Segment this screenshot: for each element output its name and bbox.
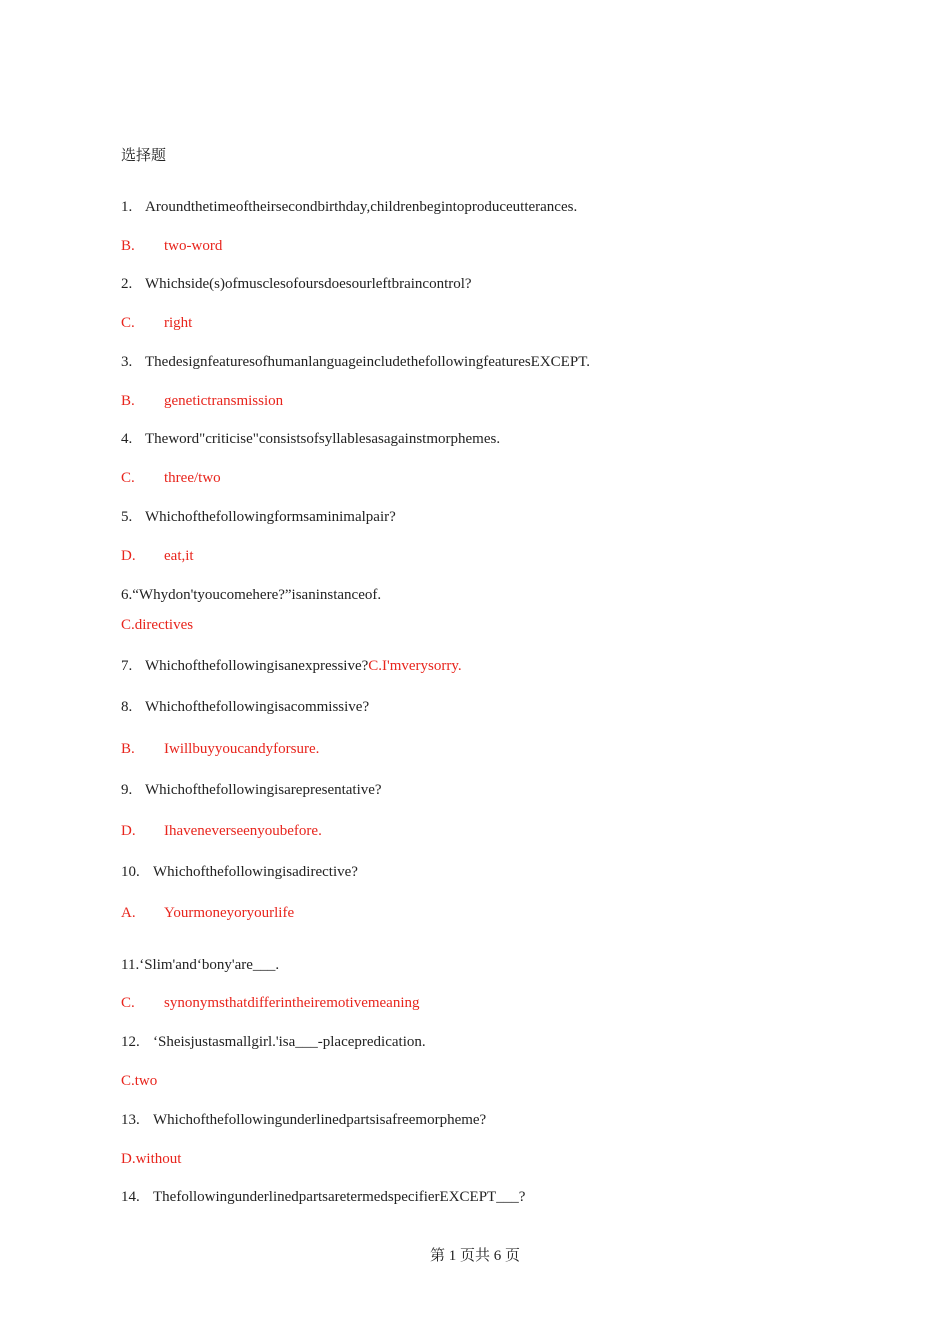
question-number: 12. (121, 1034, 140, 1050)
question-text: ThefollowingunderlinedpartsaretermedspecifierEXCEPT___? (153, 1189, 526, 1205)
question-number: 13. (121, 1112, 140, 1128)
question-3 (121, 353, 590, 371)
answer-12: C.two (121, 1073, 158, 1089)
question-number: 10. (121, 864, 140, 880)
question-8 (121, 698, 369, 716)
question-number: 14. (121, 1189, 140, 1205)
question-text: Whichofthefollowingisadirective? (153, 864, 358, 880)
answer-letter: D. (121, 548, 136, 564)
question-text: Whichside(s)ofmusclesofoursdoesourleftbraincontrol? (145, 276, 472, 292)
answer-2 (121, 314, 192, 332)
answer-10 (121, 904, 294, 922)
page-footer: 第 1 页共 6 页 (429, 1248, 520, 1264)
answer-8 (121, 740, 319, 758)
question-text: Whichofthefollowingisacommissive? (145, 699, 370, 715)
answer-9 (121, 822, 322, 840)
question-text: Theword"criticise"consistsofsyllablesasagainstmorphemes. (145, 431, 501, 447)
answer-letter: C. (121, 470, 135, 486)
question-text: Whichofthefollowingformsaminimalpair? (145, 509, 396, 525)
answer-letter: A. (121, 905, 136, 921)
question-4 (121, 430, 500, 448)
answer-7: C.I'mverysorry. (368, 658, 462, 674)
answer-text: Ihaveneverseenyoubefore. (164, 823, 322, 839)
answer-text: Yourmoneyoryourlife (164, 905, 295, 921)
answer-text: right (164, 315, 193, 331)
answer-letter: C. (121, 315, 135, 331)
question-12 (121, 1033, 426, 1051)
answer-11 (121, 994, 420, 1012)
question-number: 2. (121, 276, 133, 292)
question-text: Whichofthefollowingisarepresentative? (145, 782, 382, 798)
answer-1 (121, 237, 222, 255)
question-13 (121, 1111, 486, 1129)
question-number: 3. (121, 354, 133, 370)
question-5 (121, 508, 396, 526)
question-11: 11.‘Slim'and‘bony'are___. (121, 957, 280, 973)
answer-5 (121, 547, 194, 565)
question-text: Whichofthefollowingisanexpressive? (145, 658, 369, 674)
question-2 (121, 275, 472, 293)
question-10 (121, 863, 358, 881)
answer-text: two-word (164, 238, 223, 254)
section-title: 选择题 (121, 148, 167, 164)
answer-6: C.directives (121, 617, 194, 633)
answer-text: Iwillbuyyoucandyforsure. (164, 741, 320, 757)
answer-4 (121, 469, 221, 487)
question-7 (121, 657, 462, 675)
question-6: 6.“Whydon'tyoucomehere?”isaninstanceof. (121, 587, 382, 603)
question-text: Whichofthefollowingunderlinedpartsisafreemorpheme? (153, 1112, 487, 1128)
question-text: ThedesignfeaturesofhumanlanguageincludethefollowingfeaturesEXCEPT. (145, 354, 590, 370)
question-9 (121, 781, 382, 799)
question-number: 7. (121, 658, 133, 674)
question-text: Aroundthetimeoftheirsecondbirthday,childrenbegintoproduceutterances. (145, 199, 578, 215)
question-number: 4. (121, 431, 133, 447)
question-1 (121, 198, 577, 216)
question-number: 8. (121, 699, 133, 715)
question-text: ‘Sheisjustasmallgirl.'isa___-placepredication. (153, 1034, 426, 1050)
question-number: 9. (121, 782, 133, 798)
question-number: 5. (121, 509, 133, 525)
answer-letter: B. (121, 238, 135, 254)
answer-letter: C. (121, 995, 135, 1011)
question-14 (121, 1188, 525, 1206)
answer-text: eat,it (164, 548, 194, 564)
answer-letter: B. (121, 741, 135, 757)
answer-letter: B. (121, 393, 135, 409)
answer-text: three/two (164, 470, 221, 486)
answer-text: genetictransmission (164, 393, 284, 409)
question-number: 1. (121, 199, 133, 215)
answer-letter: D. (121, 823, 136, 839)
answer-3 (121, 392, 283, 410)
answer-13: D.without (121, 1151, 182, 1167)
answer-text: synonymsthatdifferintheiremotivemeaning (164, 995, 420, 1011)
